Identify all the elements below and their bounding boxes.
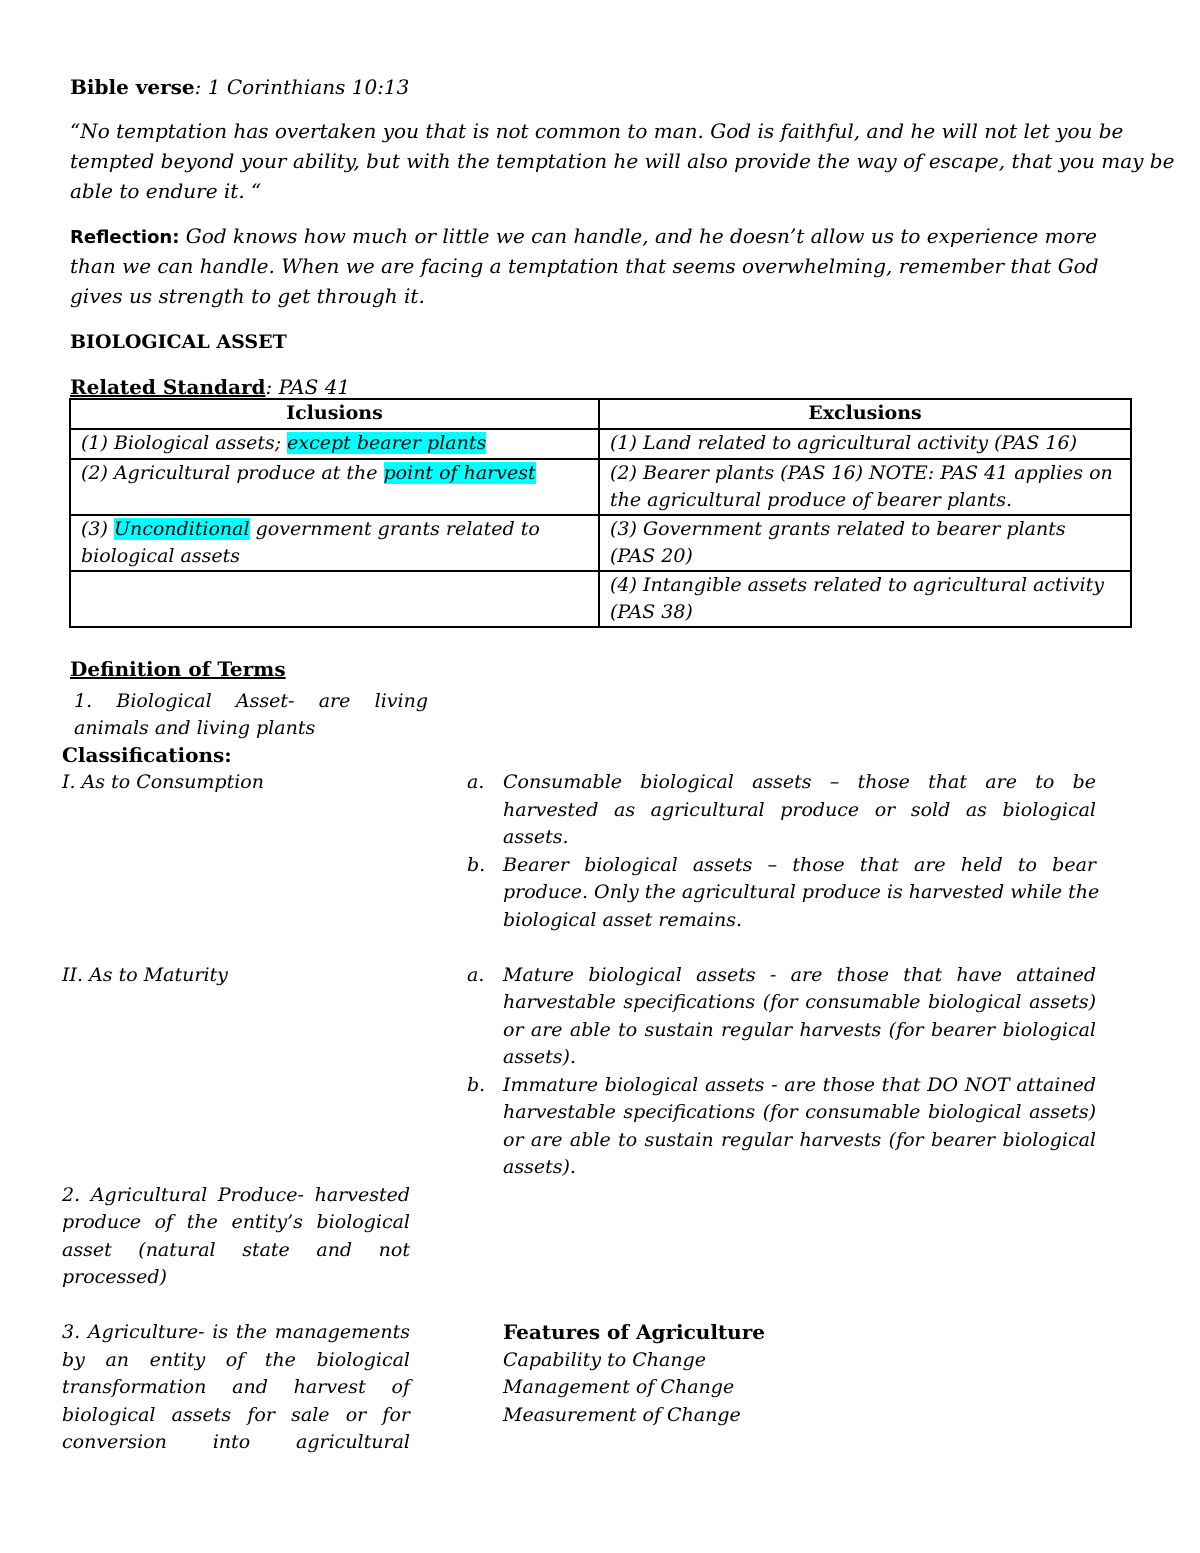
inclusion-text: government grants related to	[249, 518, 540, 540]
bible-verse-text-line: “No temptation has overtaken you that is not common to man. God is faithful, and he will not let you be	[70, 119, 1124, 143]
bible-verse-reference: : 1 Corinthians 10:13	[194, 75, 410, 99]
item-line: or are able to sustain regular harvests (for bearer biological	[503, 1129, 1096, 1151]
item-line: harvested as agricultural produce or sold as biological	[503, 799, 1096, 821]
maturity-label: II. As to Maturity	[62, 964, 228, 986]
reflection-label: Reflection:	[70, 227, 180, 248]
highlighted-text: point of harvest	[383, 462, 536, 484]
feature-item: Capability to Change	[503, 1349, 707, 1371]
item-line: Consumable biological assets – those that are to be	[503, 771, 1096, 793]
item-line: harvestable specifications (for consumable biological assets)	[503, 1101, 1096, 1123]
item-line: Immature biological assets - are those that DO NOT attained	[503, 1074, 1096, 1096]
inclusion-text: biological assets	[81, 545, 240, 567]
item-marker: b.	[467, 854, 486, 876]
item-line: produce. Only the agricultural produce is harvested while the	[503, 881, 1100, 903]
consumption-label: I. As to Consumption	[62, 771, 264, 793]
inclusion-text: (2) Agricultural produce at the	[81, 462, 384, 484]
exclusion-text: (PAS 20)	[610, 545, 693, 567]
term-2-line: asset (natural state and not	[62, 1239, 410, 1261]
inclusion-cell	[70, 515, 599, 571]
inclusion-text: (1) Biological assets;	[81, 432, 288, 454]
exclusion-text: (PAS 38)	[610, 601, 693, 623]
table-row	[70, 571, 1131, 627]
inclusion-cell	[70, 459, 599, 515]
inclusion-cell	[70, 429, 599, 459]
term-3-line: transformation and harvest of	[62, 1376, 410, 1398]
inclusions-header: Iclusions	[70, 399, 599, 429]
feature-item: Measurement of Change	[503, 1404, 741, 1426]
bible-verse-heading	[70, 72, 409, 102]
item-line: harvestable specifications (for consumable biological assets)	[503, 991, 1096, 1013]
classifications-title: Classifications:	[62, 743, 232, 767]
exclusion-text: (1) Land related to agricultural activity (PAS 16)	[610, 432, 1077, 454]
standard-table	[69, 398, 1132, 628]
item-marker: b.	[467, 1074, 486, 1096]
table-row	[70, 515, 1131, 571]
item-line: assets).	[503, 1156, 576, 1178]
reflection-paragraph	[70, 221, 1097, 253]
item-line: or are able to sustain regular harvests (for bearer biological	[503, 1019, 1096, 1041]
feature-item: Management of Change	[503, 1376, 735, 1398]
table-row	[70, 459, 1131, 515]
term-2-line: 2. Agricultural Produce- harvested	[62, 1184, 410, 1206]
item-line: assets).	[503, 1046, 576, 1068]
inclusion-text: (3)	[81, 518, 114, 540]
item-line: Bearer biological assets – those that are held to bear	[503, 854, 1096, 876]
item-line: Mature biological assets - are those that have attained	[503, 964, 1096, 986]
term-3-line: by an entity of the biological	[62, 1349, 410, 1371]
related-standard-label: Related Standard	[70, 375, 266, 399]
exclusion-text: (2) Bearer plants (PAS 16) NOTE: PAS 41 applies on	[610, 462, 1113, 484]
term-2-line: produce of the entity’s biological	[62, 1211, 410, 1233]
item-marker: a.	[467, 964, 485, 986]
exclusion-text: the agricultural produce of bearer plants.	[610, 489, 1013, 511]
item-line: assets.	[503, 826, 569, 848]
term-3-line: biological assets for sale or for	[62, 1404, 410, 1426]
bible-verse-text-line: tempted beyond your ability, but with the temptation he will also provide the way of escape, that you may be	[70, 149, 1175, 173]
exclusion-cell	[599, 571, 1131, 627]
exclusions-header: Exclusions	[599, 399, 1131, 429]
exclusion-text: (3) Government grants related to bearer plants	[610, 518, 1066, 540]
bible-verse-label: Bible verse	[70, 75, 195, 99]
bible-verse-text-line: able to endure it. “	[70, 179, 262, 203]
term-2-line: processed)	[62, 1266, 167, 1288]
highlighted-text: except bearer plants	[287, 432, 487, 454]
reflection-text-line: gives us strength to get through it.	[70, 284, 425, 308]
term-3-line: 3. Agriculture- is the managements	[62, 1321, 410, 1343]
exclusion-cell	[599, 515, 1131, 571]
table-row	[70, 429, 1131, 459]
term-3-line: conversion into agricultural	[62, 1431, 410, 1453]
item-line: biological asset remains.	[503, 909, 743, 931]
term-1-line: animals and living plants	[74, 717, 316, 739]
reflection-text-line: God knows how much or little we can handle, and he doesn’t allow us to experience more	[179, 224, 1097, 248]
exclusion-cell	[599, 459, 1131, 515]
exclusion-text: (4) Intangible assets related to agricultural activity	[610, 574, 1104, 596]
features-title: Features of Agriculture	[503, 1320, 765, 1344]
section-title: BIOLOGICAL ASSET	[70, 331, 287, 353]
inclusion-cell-empty	[70, 571, 599, 627]
definitions-title: Definition of Terms	[70, 657, 286, 681]
table-header-row	[70, 399, 1131, 429]
highlighted-text: Unconditional	[113, 518, 250, 540]
exclusion-cell	[599, 429, 1131, 459]
reflection-text-line: than we can handle. When we are facing a temptation that seems overwhelming, remember that God	[70, 254, 1099, 278]
term-1-line: 1. Biological Asset- are living	[74, 690, 428, 712]
item-marker: a.	[467, 771, 485, 793]
related-standard-value: : PAS 41	[265, 375, 351, 399]
